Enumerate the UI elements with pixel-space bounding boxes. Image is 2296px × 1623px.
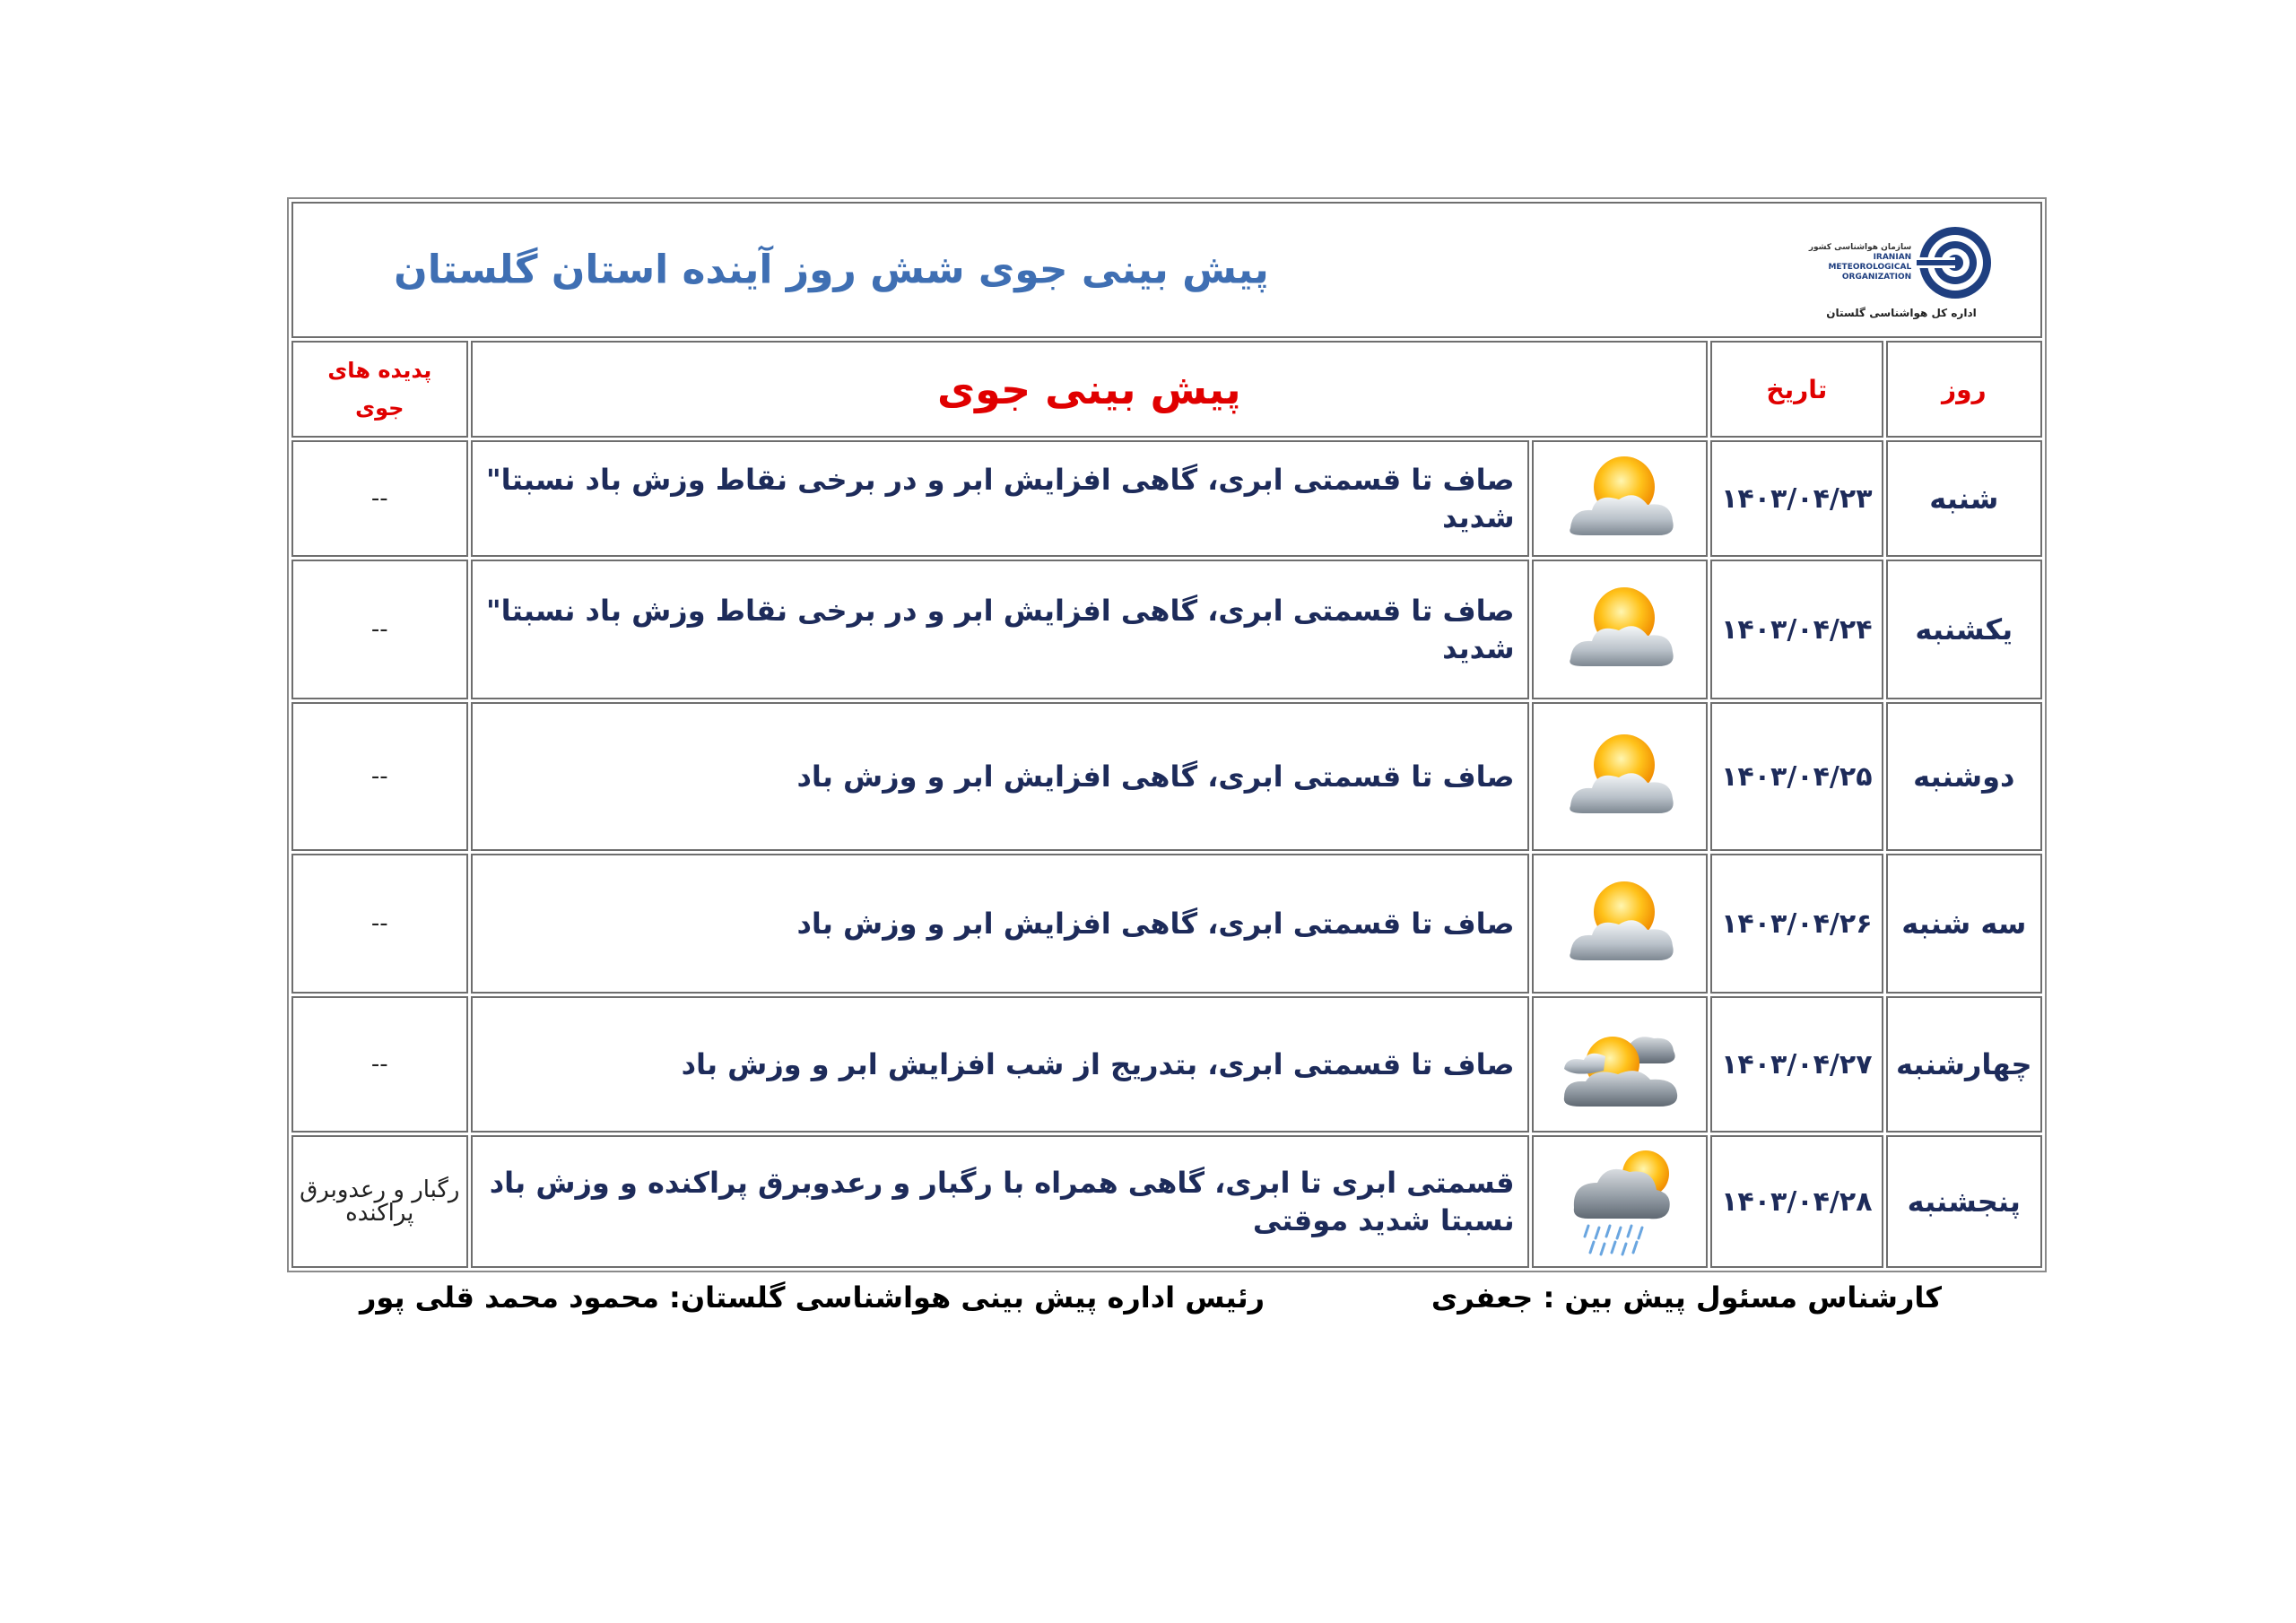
day-cell: چهارشنبه (1886, 996, 2042, 1133)
day-cell: یکشنبه (1886, 560, 2042, 699)
phenomena-cell: -- (291, 854, 468, 994)
weather-icon-cell (1532, 996, 1709, 1133)
meteorological-organization-logo (1798, 213, 2005, 331)
table-row (291, 996, 2042, 1133)
logo-wordmark: سازمان هواشناسی کشور IRANIAN METEOROLOGICAL ORGANIZATION (1808, 243, 1912, 282)
weather-icon-cell (1532, 702, 1709, 851)
sun-cloud-icon (1552, 874, 1687, 973)
rain-cloud-sun-icon (1552, 1143, 1687, 1260)
table-row (291, 702, 2042, 851)
column-header-day: روز (1886, 341, 2042, 438)
table-row (291, 1135, 2042, 1268)
sun-behind-clouds-icon (1548, 1015, 1692, 1114)
date-cell: ۱۴۰۳/۰۴/۲۳ (1710, 440, 1883, 557)
column-header-phenomena (291, 341, 468, 438)
title-bar (291, 202, 2042, 338)
day-cell: دوشنبه (1886, 702, 2042, 851)
phenomena-cell: -- (291, 440, 468, 557)
weather-icon-cell (1532, 560, 1709, 699)
date-cell: ۱۴۰۳/۰۴/۲۷ (1710, 996, 1883, 1133)
forecast-text: صاف تا قسمتی ابری، گاهی افزایش ابر و وزش باد (471, 702, 1529, 851)
sun-cloud-icon (1552, 449, 1687, 548)
forecast-text: صاف تا قسمتی ابری، گاهی افزایش ابر و در برخی نقاط وزش باد نسبتا" شدید (471, 440, 1529, 557)
date-cell: ۱۴۰۳/۰۴/۲۸ (1710, 1135, 1883, 1268)
column-header-forecast: پیش بینی جوی (471, 341, 1709, 438)
phenomena-cell: -- (291, 702, 468, 851)
head-signature: رئیس اداره پیش بینی هواشناسی گلستان: محمود محمد قلی پور (359, 1280, 1265, 1315)
weather-icon-cell (1532, 1135, 1709, 1268)
date-cell: ۱۴۰۳/۰۴/۲۶ (1710, 854, 1883, 994)
day-cell: شنبه (1886, 440, 2042, 557)
column-header-phenomena-line1: پدیده های (327, 358, 432, 383)
forecast-text: صاف تا قسمتی ابری، گاهی افزایش ابر و وزش باد (471, 854, 1529, 994)
forecast-text: قسمتی ابری تا ابری، گاهی همراه با رگبار و رعدوبرق پراکنده و وزش باد نسبتا شدید موقتی (471, 1135, 1529, 1268)
table-row (291, 560, 2042, 699)
forecaster-signature: کارشناس مسئول پیش بین : جعفری (1431, 1280, 1942, 1315)
table-row (291, 854, 2042, 994)
forecast-table (289, 199, 2045, 1271)
page-title: پیش بینی جوی شش روز آینده استان گلستان (394, 247, 1269, 293)
phenomena-cell: رگبار و رعدوبرق پراکنده (291, 1135, 468, 1268)
sun-cloud-icon (1552, 727, 1687, 826)
day-cell: پنجشنبه (1886, 1135, 2042, 1268)
column-header-phenomena-line2: جوی (355, 395, 404, 421)
forecast-text: صاف تا قسمتی ابری، گاهی افزایش ابر و در برخی نقاط وزش باد نسبتا" شدید (471, 560, 1529, 699)
sun-cloud-icon (1552, 580, 1687, 679)
phenomena-cell: -- (291, 996, 468, 1133)
logo-caption: اداره کل هواشناسی گلستان (1826, 307, 1977, 319)
table-row (291, 440, 2042, 557)
weather-icon-cell (1532, 440, 1709, 557)
swirl-emblem-icon (1917, 224, 1994, 301)
date-cell: ۱۴۰۳/۰۴/۲۵ (1710, 702, 1883, 851)
day-cell: سه شنبه (1886, 854, 2042, 994)
phenomena-cell: -- (291, 560, 468, 699)
forecast-text: صاف تا قسمتی ابری، بتدریج از شب افزایش ابر و وزش باد (471, 996, 1529, 1133)
column-header-date: تاریخ (1710, 341, 1883, 438)
weather-icon-cell (1532, 854, 1709, 994)
date-cell: ۱۴۰۳/۰۴/۲۴ (1710, 560, 1883, 699)
forecast-sheet (287, 197, 2047, 1272)
